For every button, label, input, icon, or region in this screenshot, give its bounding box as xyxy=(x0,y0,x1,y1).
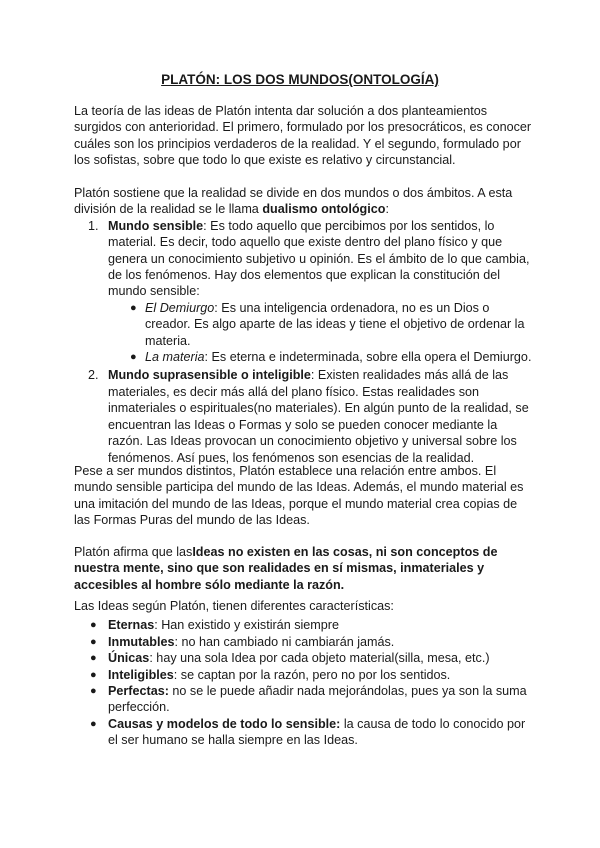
bullet-icon: ● xyxy=(90,717,97,730)
feature-text: no se le puede añadir nada mejorándolas, pues ya son la suma perfección. xyxy=(108,684,527,715)
dualism-term: dualismo ontológico xyxy=(262,202,386,217)
feature-term: Causas y modelos de todo lo sensible: xyxy=(108,716,341,731)
list-item-mundo-sensible xyxy=(74,218,534,366)
bullet-icon: ● xyxy=(90,635,97,648)
feature-text: : Han existido y existirán siempre xyxy=(154,618,339,633)
feature-term: Únicas xyxy=(108,651,150,666)
features-section xyxy=(74,598,534,749)
ideas-claim-text: Platón afirma que las xyxy=(74,545,193,559)
sub-item-term: El Demiurgo xyxy=(145,300,215,315)
list-item-text: : Existen realidades más allá de las materiales, es decir más allá del plano físico. Estas realidades son inmateriales o espirituales(no materiales). En algún punto de la realidad, se encuentran las Ideas o Formas y solo se pueden conocer mediante la razón. Las Ideas provocan un conocimiento objetivo y universal sobre los fenómenos. Así pues, los fenómenos son esencias de la realidad. xyxy=(108,368,529,465)
feature-item xyxy=(74,650,534,666)
intro-text: La teoría de las ideas de Platón intenta dar solución a dos planteamientos surgidos con anterioridad. El primero, formulado por los presocráticos, es conocer cuáles son los principios verdaderos de la realidad. Y el segundo, formulado por los sofistas, sobre que todo lo que existe es relativo y circunstancial. xyxy=(74,104,532,168)
dualism-section xyxy=(74,185,534,466)
sensible-elements-list xyxy=(108,300,534,366)
feature-item xyxy=(74,634,534,650)
features-intro: Las Ideas según Platón, tienen diferentes características: xyxy=(74,599,394,613)
bullet-icon: ● xyxy=(90,668,97,681)
intro-paragraph xyxy=(74,103,534,169)
ideas-claim-bold: Ideas no existen en las cosas, ni son conceptos de nuestra mente, sino que son realidades en sí mismas, inmateriales y accesibles al hombre sólo mediante la razón. xyxy=(74,545,498,592)
worlds-list xyxy=(74,218,534,466)
sub-item-term: La materia xyxy=(145,350,205,365)
sub-item-demiurgo xyxy=(108,300,534,349)
feature-term: Inteligibles xyxy=(108,667,174,682)
dualism-colon: : xyxy=(385,202,389,217)
list-item-term: Mundo sensible xyxy=(108,218,204,233)
feature-term: Eternas xyxy=(108,618,155,633)
list-item-text: : Es todo aquello que percibimos por los sentidos, lo material. Es decir, todo aquello que existe dentro del plano físico y que genera un conocimiento subjetivo u opinión. Es el ámbito de lo que cambia, de los fenómenos. Hay dos elementos que explican la constitución del mundo sensible: xyxy=(108,218,530,299)
list-item-term: Mundo suprasensible o inteligible xyxy=(108,368,311,383)
list-number: 1. xyxy=(88,218,99,233)
feature-item xyxy=(74,667,534,683)
relation-paragraph xyxy=(74,463,534,529)
bullet-icon: ● xyxy=(90,685,97,698)
feature-item xyxy=(74,683,534,716)
sub-item-text: : Es una inteligencia ordenadora, no es un Dios o creador. Es algo aparte de las ideas y tiene el objetivo de ordenar la materia. xyxy=(145,300,525,348)
dualism-paragraph xyxy=(74,185,534,218)
feature-item xyxy=(74,716,534,749)
feature-text: : hay una sola Idea por cada objeto material(silla, mesa, etc.) xyxy=(149,651,490,666)
sub-item-text: : Es eterna e indeterminada, sobre ella opera el Demiurgo. xyxy=(204,350,532,365)
bullet-icon: ● xyxy=(130,351,137,364)
list-item-mundo-inteligible xyxy=(74,367,534,465)
feature-item xyxy=(74,617,534,633)
relation-text: Pese a ser mundos distintos, Platón establece una relación entre ambos. El mundo sensible participa del mundo de las Ideas. Además, el mundo material es una imitación del mundo de las Ideas, porque el mundo material crea copias de las Formas Puras del mundo de las Ideas. xyxy=(74,464,524,528)
features-list xyxy=(74,617,534,748)
sub-item-materia xyxy=(108,349,534,365)
dualism-text: Platón sostiene que la realidad se divide en dos mundos o dos ámbitos. A esta división de la realidad se le llama xyxy=(74,186,513,217)
feature-text: : no han cambiado ni cambiarán jamás. xyxy=(174,634,395,649)
feature-term: Perfectas: xyxy=(108,684,169,699)
feature-term: Inmutables xyxy=(108,634,175,649)
bullet-icon: ● xyxy=(90,619,97,632)
bullet-icon: ● xyxy=(130,301,137,314)
feature-text: : se captan por la razón, pero no por los sentidos. xyxy=(173,667,451,682)
ideas-claim xyxy=(74,544,534,593)
ideas-claim-paragraph xyxy=(74,544,534,593)
bullet-icon: ● xyxy=(90,652,97,665)
feature-text: la causa de todo lo conocido por el ser humano se halla siempre en las Ideas. xyxy=(108,716,526,748)
list-number: 2. xyxy=(88,368,99,383)
document-title: PLATÓN: LOS DOS MUNDOS(ONTOLOGÍA) xyxy=(161,72,439,87)
